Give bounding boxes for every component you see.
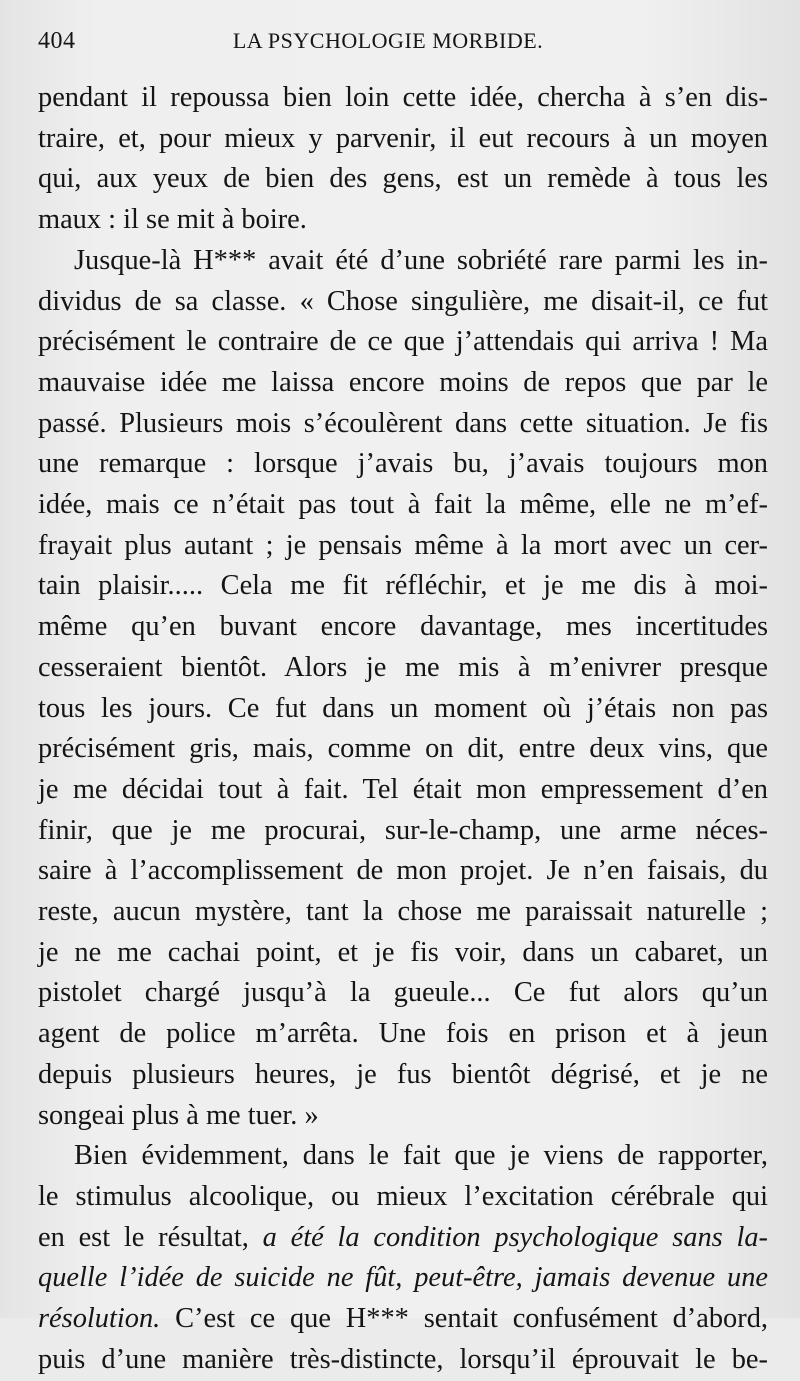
text-line: traire, et, pour mieux y parvenir, il eut recours à un moyen xyxy=(38,122,768,154)
text-line: Bien évidemment, dans le fait que je viens de rapporter, xyxy=(74,1140,768,1172)
text-line: précisément le contraire de ce que j’attendais qui arriva ! Ma xyxy=(38,326,768,358)
text-line: Jusque-là H*** avait été d’une sobriété rare parmi les in- xyxy=(74,244,768,276)
text-line: depuis plusieurs heures, je fus bientôt dégrisé, et je ne xyxy=(38,1058,768,1090)
text-line: cesseraient bientôt. Alors je me mis à m’enivrer presque xyxy=(38,651,768,683)
body-text xyxy=(38,78,768,1381)
text-line: dividus de sa classe. « Chose singulière, me disait-il, ce fut xyxy=(38,285,768,317)
text-line: qui, aux yeux de bien des gens, est un remède à tous les xyxy=(38,163,768,195)
text-line: pendant il repoussa bien loin cette idée, chercha à s’en dis- xyxy=(38,82,768,113)
italic-segment: résolution. xyxy=(38,1303,161,1335)
text-line: frayait plus autant ; je pensais même à la mort avec un cer- xyxy=(38,529,768,561)
text-line: une remarque : lorsque j’avais bu, j’avais toujours mon xyxy=(38,448,768,480)
text-segment: C’est ce que H*** sentait confusément d’abord, xyxy=(175,1303,768,1335)
text-line: passé. Plusieurs mois s’écoulèrent dans cette situation. Je fis xyxy=(38,407,768,439)
paragraph-3 xyxy=(38,1136,768,1380)
text-line: le stimulus alcoolique, ou mieux l’excitation cérébrale qui xyxy=(38,1180,768,1212)
text-line: maux : il se mit à boire. xyxy=(38,204,307,236)
text-line xyxy=(38,1218,768,1259)
text-line xyxy=(38,1299,768,1340)
text-line: reste, aucun mystère, tant la chose me paraissait naturelle ; xyxy=(38,896,768,928)
text-line: même qu’en buvant encore davantage, mes incertitudes xyxy=(38,611,768,643)
page-number: 404 xyxy=(38,28,76,54)
text-line: quelle l’idée de suicide ne fût, peut-être, jamais devenue une xyxy=(38,1262,768,1294)
text-line: pistolet chargé jusqu’à la gueule... Ce fut alors qu’un xyxy=(38,977,768,1009)
text-line: précisément gris, mais, comme on dit, entre deux vins, que xyxy=(38,733,768,765)
text-line: mauvaise idée me laissa encore moins de repos que par le xyxy=(38,366,768,398)
text-line: tous les jours. Ce fut dans un moment où j’étais non pas xyxy=(38,692,768,724)
text-segment: en est le résultat, xyxy=(38,1221,249,1253)
running-title: LA PSYCHOLOGIE MORBIDE. xyxy=(232,28,544,53)
page-header xyxy=(38,28,768,72)
text-line: songeai plus à me tuer. » xyxy=(38,1099,319,1131)
paragraph-2 xyxy=(38,241,768,1136)
paragraph-1 xyxy=(38,78,768,241)
text-line: puis d’une manière très-distincte, lorsqu’il éprouvait le be- xyxy=(38,1343,768,1375)
text-line: je ne me cachai point, et je fis voir, dans un cabaret, un xyxy=(38,936,768,968)
text-line: saire à l’accomplissement de mon projet. Je n’en faisais, du xyxy=(38,855,768,887)
text-line: idée, mais ce n’était pas tout à fait la même, elle ne m’ef- xyxy=(38,489,768,521)
text-line: je me décidai tout à fait. Tel était mon empressement d’en xyxy=(38,773,768,805)
text-line: finir, que je me procurai, sur-le-champ, une arme néces- xyxy=(38,814,768,846)
italic-segment: a été la condition psychologique sans la- xyxy=(262,1221,769,1253)
text-line: agent de police m’arrêta. Une fois en prison et à jeun xyxy=(38,1018,768,1050)
text-line: tain plaisir..... Cela me fit réfléchir, et je me dis à moi- xyxy=(38,570,768,602)
